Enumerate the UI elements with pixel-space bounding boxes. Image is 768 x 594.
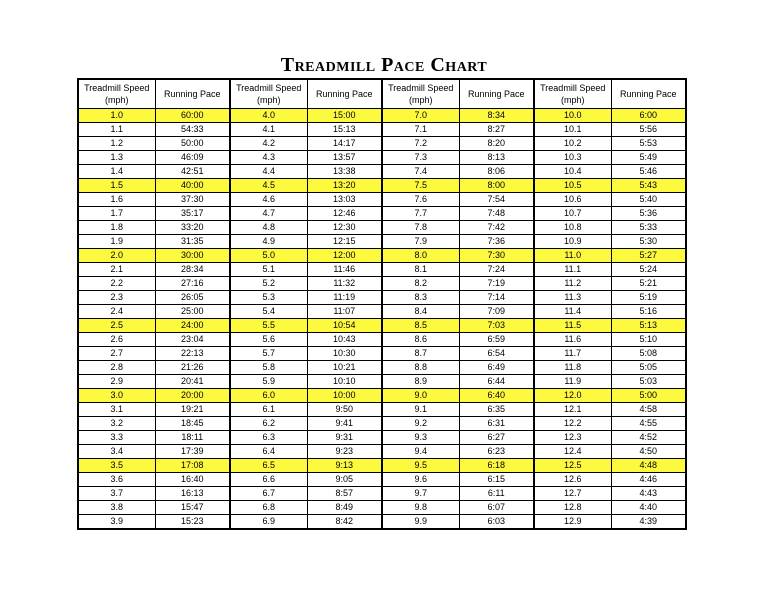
speed-cell: 11.3: [534, 291, 611, 305]
pace-cell: 7:30: [459, 249, 534, 263]
pace-cell: 9:05: [307, 473, 382, 487]
table-row: [78, 375, 686, 389]
pace-cell: 7:03: [459, 319, 534, 333]
header-speed: Treadmill Speed (mph): [534, 79, 611, 109]
pace-cell: 7:09: [459, 305, 534, 319]
speed-cell: 3.1: [78, 403, 155, 417]
speed-cell: 11.1: [534, 263, 611, 277]
speed-cell: 2.1: [78, 263, 155, 277]
pace-cell: 26:05: [155, 291, 230, 305]
speed-cell: 4.6: [230, 193, 307, 207]
table-row: [78, 221, 686, 235]
speed-cell: 1.5: [78, 179, 155, 193]
header-pace: Running Pace: [459, 79, 534, 109]
speed-cell: 1.6: [78, 193, 155, 207]
speed-cell: 11.9: [534, 375, 611, 389]
pace-cell: 11:46: [307, 263, 382, 277]
pace-cell: 15:13: [307, 123, 382, 137]
table-row: [78, 431, 686, 445]
speed-cell: 11.7: [534, 347, 611, 361]
speed-cell: 7.9: [382, 235, 459, 249]
speed-cell: 9.6: [382, 473, 459, 487]
speed-cell: 5.4: [230, 305, 307, 319]
speed-cell: 5.7: [230, 347, 307, 361]
pace-cell: 6:59: [459, 333, 534, 347]
speed-cell: 1.9: [78, 235, 155, 249]
pace-cell: 7:14: [459, 291, 534, 305]
speed-cell: 6.3: [230, 431, 307, 445]
pace-cell: 5:40: [611, 193, 686, 207]
speed-cell: 8.6: [382, 333, 459, 347]
table-row: [78, 459, 686, 473]
speed-cell: 3.2: [78, 417, 155, 431]
speed-cell: 1.0: [78, 109, 155, 123]
speed-cell: 8.1: [382, 263, 459, 277]
speed-cell: 10.5: [534, 179, 611, 193]
speed-cell: 11.6: [534, 333, 611, 347]
table-row: [78, 193, 686, 207]
speed-cell: 2.9: [78, 375, 155, 389]
pace-cell: 5:30: [611, 235, 686, 249]
speed-cell: 5.8: [230, 361, 307, 375]
pace-cell: 40:00: [155, 179, 230, 193]
pace-cell: 8:34: [459, 109, 534, 123]
speed-cell: 2.0: [78, 249, 155, 263]
speed-cell: 4.7: [230, 207, 307, 221]
speed-cell: 1.8: [78, 221, 155, 235]
table-row: [78, 249, 686, 263]
pace-cell: 7:42: [459, 221, 534, 235]
speed-cell: 2.8: [78, 361, 155, 375]
pace-cell: 15:23: [155, 515, 230, 530]
speed-cell: 10.3: [534, 151, 611, 165]
speed-cell: 9.9: [382, 515, 459, 530]
pace-cell: 46:09: [155, 151, 230, 165]
speed-cell: 8.2: [382, 277, 459, 291]
pace-cell: 19:21: [155, 403, 230, 417]
pace-cell: 5:49: [611, 151, 686, 165]
pace-cell: 50:00: [155, 137, 230, 151]
speed-cell: 7.7: [382, 207, 459, 221]
pace-cell: 15:47: [155, 501, 230, 515]
pace-cell: 13:57: [307, 151, 382, 165]
pace-cell: 5:56: [611, 123, 686, 137]
pace-cell: 5:33: [611, 221, 686, 235]
speed-cell: 2.2: [78, 277, 155, 291]
pace-cell: 9:50: [307, 403, 382, 417]
speed-cell: 1.7: [78, 207, 155, 221]
speed-cell: 4.0: [230, 109, 307, 123]
speed-cell: 12.9: [534, 515, 611, 530]
table-row: [78, 277, 686, 291]
pace-cell: 54:33: [155, 123, 230, 137]
pace-table: [77, 78, 687, 530]
page-title: Treadmill Pace Chart: [280, 54, 488, 76]
speed-cell: 7.5: [382, 179, 459, 193]
table-row: [78, 473, 686, 487]
pace-cell: 60:00: [155, 109, 230, 123]
speed-cell: 1.2: [78, 137, 155, 151]
speed-cell: 11.2: [534, 277, 611, 291]
speed-cell: 8.8: [382, 361, 459, 375]
table-row: [78, 319, 686, 333]
pace-cell: 8:13: [459, 151, 534, 165]
pace-cell: 5:36: [611, 207, 686, 221]
speed-cell: 4.9: [230, 235, 307, 249]
pace-cell: 15:00: [307, 109, 382, 123]
pace-cell: 25:00: [155, 305, 230, 319]
pace-cell: 7:24: [459, 263, 534, 277]
speed-cell: 12.0: [534, 389, 611, 403]
pace-cell: 6:07: [459, 501, 534, 515]
pace-cell: 6:23: [459, 445, 534, 459]
pace-cell: 22:13: [155, 347, 230, 361]
table-row: [78, 403, 686, 417]
pace-cell: 5:24: [611, 263, 686, 277]
pace-cell: 6:44: [459, 375, 534, 389]
pace-cell: 6:35: [459, 403, 534, 417]
speed-cell: 6.5: [230, 459, 307, 473]
pace-cell: 4:58: [611, 403, 686, 417]
pace-cell: 14:17: [307, 137, 382, 151]
pace-cell: 13:03: [307, 193, 382, 207]
pace-cell: 42:51: [155, 165, 230, 179]
pace-cell: 6:18: [459, 459, 534, 473]
speed-cell: 8.0: [382, 249, 459, 263]
pace-cell: 8:06: [459, 165, 534, 179]
pace-cell: 12:30: [307, 221, 382, 235]
pace-cell: 5:46: [611, 165, 686, 179]
speed-cell: 5.1: [230, 263, 307, 277]
speed-cell: 5.9: [230, 375, 307, 389]
pace-cell: 30:00: [155, 249, 230, 263]
table-row: [78, 501, 686, 515]
speed-cell: 6.8: [230, 501, 307, 515]
pace-cell: 8:20: [459, 137, 534, 151]
pace-cell: 5:27: [611, 249, 686, 263]
pace-cell: 8:49: [307, 501, 382, 515]
speed-cell: 7.6: [382, 193, 459, 207]
speed-cell: 10.0: [534, 109, 611, 123]
pace-cell: 6:00: [611, 109, 686, 123]
speed-cell: 6.4: [230, 445, 307, 459]
speed-cell: 12.5: [534, 459, 611, 473]
pace-cell: 28:34: [155, 263, 230, 277]
pace-cell: 12:00: [307, 249, 382, 263]
pace-cell: 18:11: [155, 431, 230, 445]
speed-cell: 7.3: [382, 151, 459, 165]
table-row: [78, 179, 686, 193]
speed-cell: 9.3: [382, 431, 459, 445]
speed-cell: 6.1: [230, 403, 307, 417]
pace-cell: 5:19: [611, 291, 686, 305]
pace-cell: 6:15: [459, 473, 534, 487]
pace-cell: 10:43: [307, 333, 382, 347]
speed-cell: 2.6: [78, 333, 155, 347]
speed-cell: 5.2: [230, 277, 307, 291]
speed-cell: 9.5: [382, 459, 459, 473]
speed-cell: 11.8: [534, 361, 611, 375]
speed-cell: 1.4: [78, 165, 155, 179]
speed-cell: 8.7: [382, 347, 459, 361]
pace-cell: 5:53: [611, 137, 686, 151]
speed-cell: 6.9: [230, 515, 307, 530]
speed-cell: 8.5: [382, 319, 459, 333]
speed-cell: 7.2: [382, 137, 459, 151]
pace-cell: 6:11: [459, 487, 534, 501]
pace-cell: 24:00: [155, 319, 230, 333]
pace-cell: 12:46: [307, 207, 382, 221]
pace-cell: 11:32: [307, 277, 382, 291]
pace-cell: 11:07: [307, 305, 382, 319]
pace-cell: 8:57: [307, 487, 382, 501]
speed-cell: 4.3: [230, 151, 307, 165]
table-row: [78, 207, 686, 221]
speed-cell: 6.0: [230, 389, 307, 403]
header-pace: Running Pace: [611, 79, 686, 109]
table-row: [78, 445, 686, 459]
speed-cell: 4.8: [230, 221, 307, 235]
table-row: [78, 165, 686, 179]
speed-cell: 9.1: [382, 403, 459, 417]
speed-cell: 10.4: [534, 165, 611, 179]
speed-cell: 10.2: [534, 137, 611, 151]
table-row: [78, 109, 686, 123]
speed-cell: 12.7: [534, 487, 611, 501]
table-row: [78, 417, 686, 431]
speed-cell: 7.1: [382, 123, 459, 137]
pace-cell: 10:21: [307, 361, 382, 375]
speed-cell: 2.4: [78, 305, 155, 319]
pace-cell: 8:00: [459, 179, 534, 193]
speed-cell: 5.6: [230, 333, 307, 347]
speed-cell: 4.5: [230, 179, 307, 193]
speed-cell: 10.8: [534, 221, 611, 235]
speed-cell: 4.4: [230, 165, 307, 179]
speed-cell: 8.9: [382, 375, 459, 389]
pace-cell: 20:41: [155, 375, 230, 389]
speed-cell: 9.0: [382, 389, 459, 403]
speed-cell: 11.0: [534, 249, 611, 263]
speed-cell: 3.0: [78, 389, 155, 403]
speed-cell: 7.4: [382, 165, 459, 179]
pace-cell: 10:54: [307, 319, 382, 333]
speed-cell: 9.8: [382, 501, 459, 515]
pace-cell: 18:45: [155, 417, 230, 431]
speed-cell: 1.1: [78, 123, 155, 137]
pace-cell: 6:49: [459, 361, 534, 375]
pace-cell: 4:50: [611, 445, 686, 459]
pace-cell: 13:20: [307, 179, 382, 193]
pace-cell: 27:16: [155, 277, 230, 291]
pace-cell: 8:27: [459, 123, 534, 137]
pace-cell: 6:54: [459, 347, 534, 361]
speed-cell: 11.5: [534, 319, 611, 333]
speed-cell: 9.2: [382, 417, 459, 431]
pace-cell: 4:46: [611, 473, 686, 487]
pace-cell: 4:52: [611, 431, 686, 445]
pace-cell: 6:31: [459, 417, 534, 431]
speed-cell: 11.4: [534, 305, 611, 319]
speed-cell: 5.3: [230, 291, 307, 305]
pace-cell: 9:13: [307, 459, 382, 473]
pace-cell: 5:21: [611, 277, 686, 291]
pace-cell: 4:43: [611, 487, 686, 501]
pace-cell: 7:48: [459, 207, 534, 221]
pace-cell: 20:00: [155, 389, 230, 403]
table-row: [78, 263, 686, 277]
speed-cell: 3.7: [78, 487, 155, 501]
pace-cell: 13:38: [307, 165, 382, 179]
table-row: [78, 291, 686, 305]
speed-cell: 7.0: [382, 109, 459, 123]
speed-cell: 2.7: [78, 347, 155, 361]
table-row: [78, 151, 686, 165]
pace-cell: 31:35: [155, 235, 230, 249]
header-pace: Running Pace: [307, 79, 382, 109]
pace-cell: 5:13: [611, 319, 686, 333]
table-row: [78, 333, 686, 347]
pace-cell: 35:17: [155, 207, 230, 221]
table-row: [78, 515, 686, 530]
speed-cell: 9.7: [382, 487, 459, 501]
header-row: [78, 79, 686, 109]
pace-cell: 9:23: [307, 445, 382, 459]
speed-cell: 12.1: [534, 403, 611, 417]
speed-cell: 3.9: [78, 515, 155, 530]
header-speed: Treadmill Speed (mph): [78, 79, 155, 109]
header-speed: Treadmill Speed (mph): [230, 79, 307, 109]
speed-cell: 10.1: [534, 123, 611, 137]
table-row: [78, 137, 686, 151]
pace-cell: 7:54: [459, 193, 534, 207]
speed-cell: 12.8: [534, 501, 611, 515]
pace-cell: 5:00: [611, 389, 686, 403]
pace-cell: 7:19: [459, 277, 534, 291]
speed-cell: 5.5: [230, 319, 307, 333]
speed-cell: 3.6: [78, 473, 155, 487]
pace-cell: 5:10: [611, 333, 686, 347]
speed-cell: 10.6: [534, 193, 611, 207]
table-row: [78, 123, 686, 137]
pace-cell: 10:00: [307, 389, 382, 403]
pace-cell: 21:26: [155, 361, 230, 375]
header-pace: Running Pace: [155, 79, 230, 109]
speed-cell: 6.7: [230, 487, 307, 501]
pace-cell: 4:55: [611, 417, 686, 431]
speed-cell: 3.4: [78, 445, 155, 459]
speed-cell: 8.4: [382, 305, 459, 319]
speed-cell: 12.4: [534, 445, 611, 459]
pace-cell: 5:16: [611, 305, 686, 319]
table-row: [78, 347, 686, 361]
pace-cell: 7:36: [459, 235, 534, 249]
table-row: [78, 487, 686, 501]
table-row: [78, 389, 686, 403]
pace-cell: 5:05: [611, 361, 686, 375]
speed-cell: 1.3: [78, 151, 155, 165]
speed-cell: 7.8: [382, 221, 459, 235]
speed-cell: 8.3: [382, 291, 459, 305]
speed-cell: 4.2: [230, 137, 307, 151]
pace-cell: 16:13: [155, 487, 230, 501]
pace-cell: 5:03: [611, 375, 686, 389]
speed-cell: 6.6: [230, 473, 307, 487]
speed-cell: 10.7: [534, 207, 611, 221]
speed-cell: 2.5: [78, 319, 155, 333]
speed-cell: 9.4: [382, 445, 459, 459]
pace-cell: 6:27: [459, 431, 534, 445]
pace-cell: 12:15: [307, 235, 382, 249]
pace-cell: 4:39: [611, 515, 686, 530]
pace-cell: 6:03: [459, 515, 534, 530]
speed-cell: 12.6: [534, 473, 611, 487]
pace-cell: 9:41: [307, 417, 382, 431]
speed-cell: 4.1: [230, 123, 307, 137]
table-row: [78, 235, 686, 249]
pace-cell: 10:10: [307, 375, 382, 389]
pace-cell: 5:08: [611, 347, 686, 361]
pace-cell: 10:30: [307, 347, 382, 361]
pace-cell: 6:40: [459, 389, 534, 403]
table-row: [78, 305, 686, 319]
pace-cell: 16:40: [155, 473, 230, 487]
table-row: [78, 361, 686, 375]
speed-cell: 10.9: [534, 235, 611, 249]
pace-cell: 33:20: [155, 221, 230, 235]
pace-cell: 37:30: [155, 193, 230, 207]
pace-cell: 4:48: [611, 459, 686, 473]
speed-cell: 5.0: [230, 249, 307, 263]
speed-cell: 12.2: [534, 417, 611, 431]
speed-cell: 12.3: [534, 431, 611, 445]
speed-cell: 3.3: [78, 431, 155, 445]
pace-cell: 23:04: [155, 333, 230, 347]
pace-cell: 9:31: [307, 431, 382, 445]
speed-cell: 3.5: [78, 459, 155, 473]
speed-cell: 2.3: [78, 291, 155, 305]
header-speed: Treadmill Speed (mph): [382, 79, 459, 109]
speed-cell: 6.2: [230, 417, 307, 431]
speed-cell: 3.8: [78, 501, 155, 515]
pace-cell: 17:08: [155, 459, 230, 473]
pace-cell: 11:19: [307, 291, 382, 305]
pace-cell: 17:39: [155, 445, 230, 459]
pace-cell: 5:43: [611, 179, 686, 193]
pace-cell: 8:42: [307, 515, 382, 530]
pace-cell: 4:40: [611, 501, 686, 515]
